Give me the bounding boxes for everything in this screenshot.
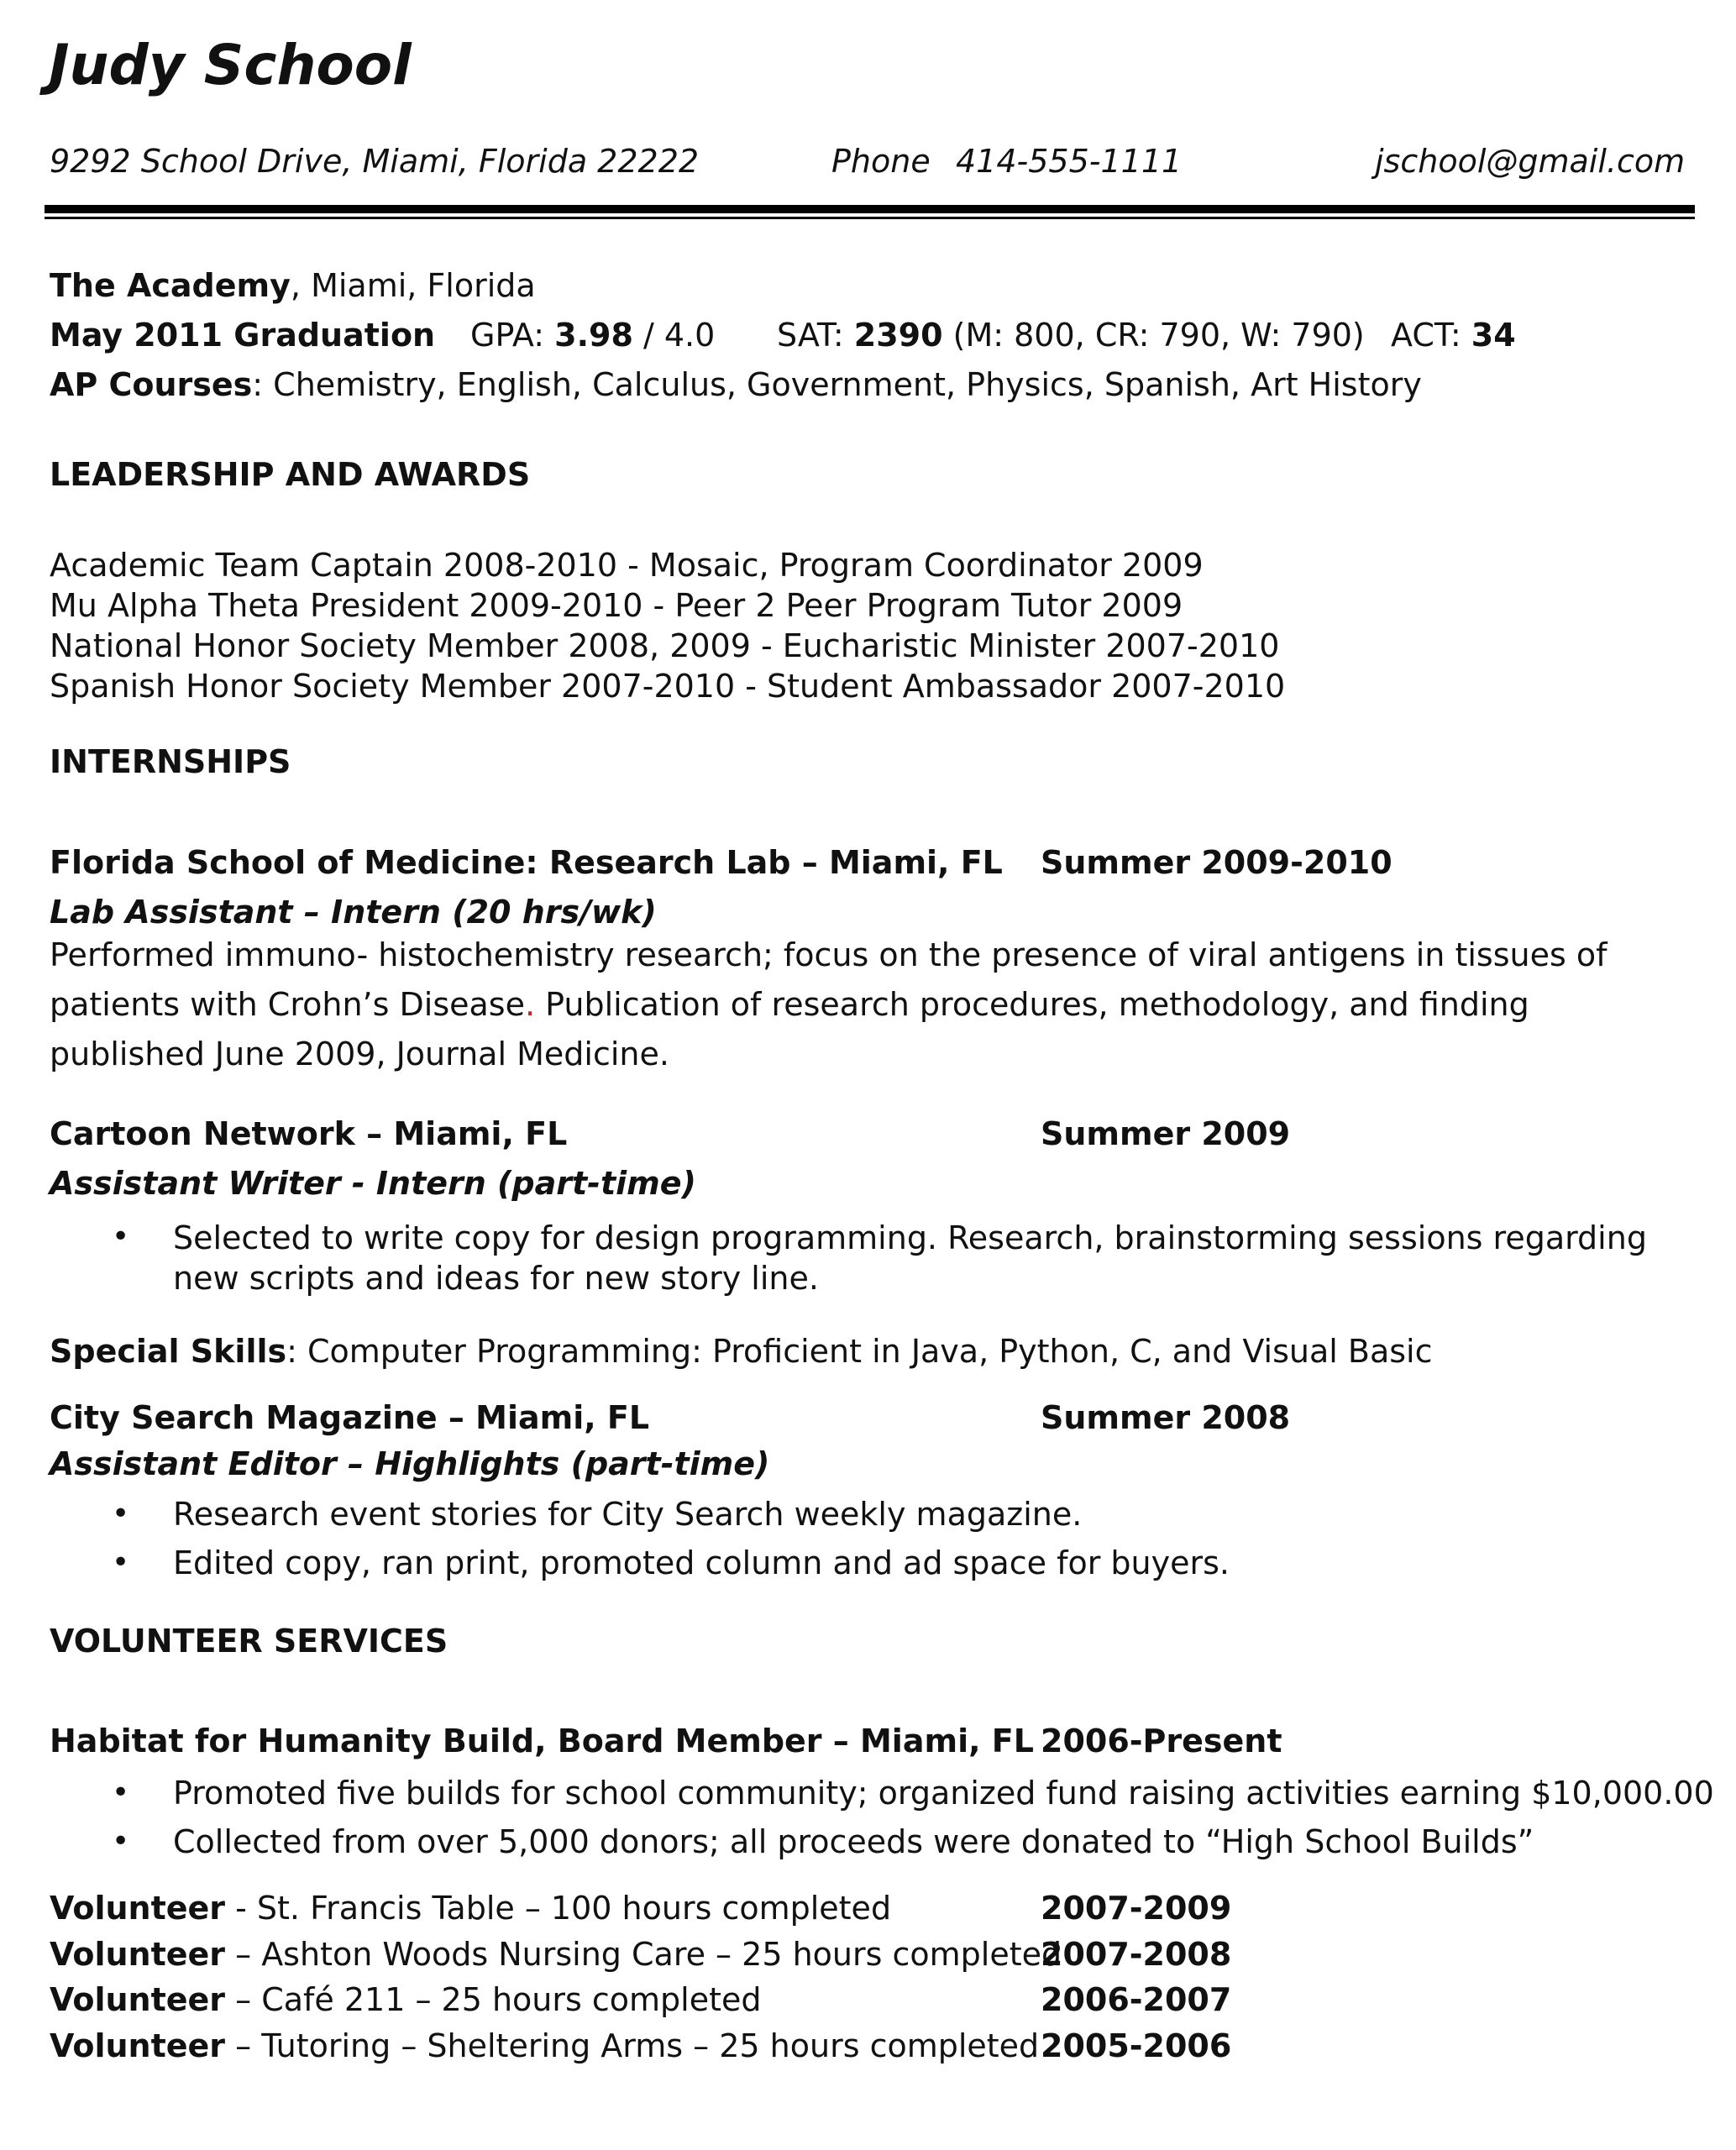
bullet-icon: •	[112, 1545, 130, 1580]
contact-address: 9292 School Drive, Miami, Florida 22222	[50, 143, 700, 180]
contact-phone-label: Phone	[831, 143, 931, 180]
internship-description-fsm	[50, 931, 1687, 1079]
volunteer-entry-dates: 2007-2008	[1041, 1936, 1232, 1973]
volunteer-entry-label: Volunteer	[50, 1981, 226, 2018]
volunteer-entry	[50, 1890, 891, 1928]
section-heading-volunteer: VOLUNTEER SERVICES	[50, 1623, 448, 1660]
leadership-item: National Honor Society Member 2008, 2009 - Eucharistic Minister 2007-2010	[50, 627, 1280, 664]
internship-role-fsm: Lab Assistant – Intern (20 hrs/wk)	[50, 894, 657, 931]
bullet-text-citysearch-2: Edited copy, ran print, promoted column and ad space for buyers.	[173, 1544, 1230, 1581]
gpa-line	[470, 317, 715, 355]
bullet-icon: •	[112, 1497, 130, 1531]
internship-description-fsm-period: .	[524, 986, 536, 1023]
volunteer-entry-detail: – Tutoring – Sheltering Arms – 25 hours completed	[225, 2027, 1040, 2064]
act-value: 34	[1471, 317, 1516, 354]
school-name: The Academy	[50, 267, 291, 304]
section-heading-leadership: LEADERSHIP AND AWARDS	[50, 456, 531, 493]
bullet-text-habitat-2: Collected from over 5,000 donors; all proceeds were donated to “High School Builds”	[173, 1823, 1534, 1860]
special-skills-label: Special Skills	[50, 1333, 287, 1370]
bullet-text-cartoon: Selected to write copy for design programming. Research, brainstorming sessions regarding new scripts and ideas for new story line.	[173, 1219, 1647, 1297]
sat-value: 2390	[853, 317, 943, 354]
bullet-text-citysearch-1: Research event stories for City Search weekly magazine.	[173, 1496, 1083, 1533]
contact-phone: 414-555-1111	[956, 143, 1183, 180]
header-divider-thick	[45, 205, 1695, 213]
volunteer-entry	[50, 2027, 1039, 2066]
internship-role-citysearch: Assistant Editor – Highlights (part-time)	[50, 1445, 770, 1482]
volunteer-entry-dates: 2005-2006	[1041, 2027, 1232, 2064]
internship-dates-citysearch: Summer 2008	[1041, 1399, 1291, 1436]
ap-courses-list: : Chemistry, English, Calculus, Government, Physics, Spanish, Art History	[252, 366, 1422, 403]
volunteer-entry-detail: – Café 211 – 25 hours completed	[225, 1981, 762, 2018]
internship-description-fsm-a: Performed immuno- histochemistry research; focus on the presence of viral antigens in tissues of patients with Crohn’s Disease	[50, 936, 1608, 1023]
internship-role-cartoon: Assistant Writer - Intern (part-time)	[50, 1165, 696, 1202]
bullet-icon: •	[112, 1824, 130, 1859]
section-heading-internships: INTERNSHIPS	[50, 743, 291, 780]
education-school-line	[50, 267, 536, 306]
volunteer-entry	[50, 1981, 762, 2020]
volunteer-entry-label: Volunteer	[50, 1936, 226, 1973]
volunteer-entry-detail: - St. Francis Table – 100 hours completed	[225, 1890, 892, 1927]
act-line	[1391, 317, 1516, 355]
act-label: ACT:	[1391, 317, 1471, 354]
volunteer-entry-dates: 2007-2009	[1041, 1890, 1232, 1927]
internship-dates-cartoon: Summer 2009	[1041, 1115, 1291, 1152]
bullet-icon: •	[112, 1775, 130, 1810]
leadership-item: Mu Alpha Theta President 2009-2010 - Peer 2 Peer Program Tutor 2009	[50, 587, 1183, 624]
sat-breakdown: (M: 800, CR: 790, W: 790)	[942, 317, 1365, 354]
volunteer-entry	[50, 1936, 1062, 1974]
ap-courses-label: AP Courses	[50, 366, 253, 403]
leadership-item: Academic Team Captain 2008-2010 - Mosaic, Program Coordinator 2009	[50, 547, 1204, 584]
volunteer-org-habitat: Habitat for Humanity Build, Board Member – Miami, FL	[50, 1723, 1034, 1759]
internship-description-fsm-b: Publication of research procedures, methodology, and finding published June 2009, Journal Medicine.	[50, 986, 1529, 1072]
ap-courses-line	[50, 366, 1422, 405]
gpa-value: 3.98	[554, 317, 633, 354]
school-location: , Miami, Florida	[290, 267, 536, 304]
special-skills-line	[50, 1333, 1433, 1371]
volunteer-entry-dates: 2006-2007	[1041, 1981, 1232, 2018]
sat-line	[777, 317, 1365, 355]
sat-label: SAT:	[777, 317, 854, 354]
header-divider-thin	[45, 217, 1695, 219]
internship-dates-fsm: Summer 2009-2010	[1041, 844, 1392, 881]
volunteer-entry-label: Volunteer	[50, 2027, 226, 2064]
graduation-date: May 2011 Graduation	[50, 317, 436, 354]
gpa-label: GPA:	[470, 317, 555, 354]
volunteer-dates-habitat: 2006-Present	[1041, 1723, 1282, 1759]
volunteer-entry-label: Volunteer	[50, 1890, 226, 1927]
volunteer-entry-detail: – Ashton Woods Nursing Care – 25 hours completed	[225, 1936, 1062, 1973]
contact-email: jschool@gmail.com	[1375, 143, 1686, 180]
internship-org-cartoon: Cartoon Network – Miami, FL	[50, 1115, 568, 1152]
bullet-text-habitat-1: Promoted five builds for school community; organized fund raising activities earning $10,000.00	[173, 1775, 1714, 1812]
internship-org-fsm: Florida School of Medicine: Research Lab – Miami, FL	[50, 844, 1003, 881]
candidate-name: Judy School	[49, 33, 412, 97]
bullet-icon: •	[112, 1219, 130, 1254]
special-skills-text: : Computer Programming: Proficient in Java, Python, C, and Visual Basic	[286, 1333, 1433, 1370]
internship-org-citysearch: City Search Magazine – Miami, FL	[50, 1399, 650, 1436]
leadership-item: Spanish Honor Society Member 2007-2010 - Student Ambassador 2007-2010	[50, 668, 1286, 705]
gpa-scale: / 4.0	[632, 317, 716, 354]
